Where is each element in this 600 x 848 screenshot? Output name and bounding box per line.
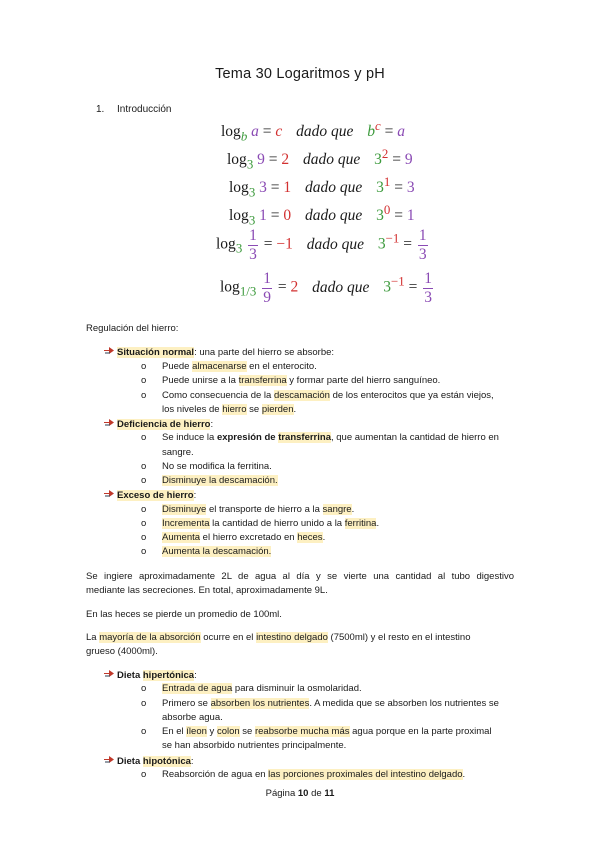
fraction: $\frac{1}{3}$: [249, 227, 257, 263]
list-item: o Aumenta la descamación.: [141, 546, 272, 557]
list-item-continuation: absorbe agua.: [162, 712, 223, 723]
log-equation-4: $\log_3 1 = 0$ dado que $3^0 = 1$: [229, 202, 415, 228]
paragraph-line: grueso (4000ml).: [86, 646, 158, 657]
page-title: Tema 30 Logaritmos y pH: [215, 66, 385, 82]
total-pages: 11: [324, 788, 335, 799]
list-item: o Incrementa la cantidad de hierro unido a la ferritina.: [141, 518, 380, 529]
list-item: o Entrada de agua para disminuir la osmolaridad.: [141, 683, 362, 694]
log-equation-6: $\log_{1/3}$ $\frac{1}{9}$ = 2 dado que $3^{-1}$ = $\frac{1}{3}$: [220, 270, 432, 306]
list-item: o Disminuye el transporte de hierro a la sangre.: [141, 504, 355, 515]
log-equation-2: $\log_3 9 = 2$ dado que $3^2 = 9$: [227, 146, 413, 172]
paragraph-line: La mayoría de la absorción ocurre en el intestino delgado (7500ml) y el resto en el intestino: [86, 632, 471, 643]
current-page: 10: [297, 788, 309, 799]
list-item: o Puede unirse a la transferrina y formar parte del hierro sanguíneo.: [141, 375, 441, 386]
list-item: o En el íleon y colon se reabsorbe mucha más agua porque en la parte proximal: [141, 726, 492, 737]
list-item: o Disminuye la descamación.: [141, 475, 278, 486]
bullet-deficiencia: Deficiencia de hierro:: [104, 418, 213, 430]
section-heading-introduccion: [96, 104, 171, 115]
log-equation-1: $\log_b a = c$ dado que $b^c = a$: [221, 118, 406, 144]
paragraph: En las heces se pierde un promedio de 100ml.: [86, 609, 282, 620]
arrow-bullet-icon: [104, 669, 117, 681]
arrow-bullet-icon: [104, 346, 117, 358]
list-item: o Como consecuencia de la descamación de los enterocitos que ya están viejos,: [141, 390, 494, 401]
section-label: Introducción: [117, 104, 172, 115]
paragraph-regulacion: Regulación del hierro:: [86, 323, 179, 334]
list-item-continuation: se han absorbido nutrientes principalmente.: [162, 740, 347, 751]
fraction: $\frac{1}{3}$: [424, 270, 432, 306]
log-equation-5: $\log_3$ $\frac{1}{3}$ = −1 dado que $3^{-1}$ = $\frac{1}{3}$: [216, 227, 427, 263]
fraction: $\frac{1}{9}$: [263, 270, 271, 306]
arrow-bullet-icon: [104, 489, 117, 501]
page-footer: Página 10 de 11: [265, 788, 335, 799]
section-number: 1.: [96, 104, 105, 115]
list-item-continuation: los niveles de hierro se pierden.: [162, 404, 297, 415]
list-item: o No se modifica la ferritina.: [141, 461, 272, 472]
list-item: o Se induce la expresión de transferrina, que aumentan la cantidad de hierro en: [141, 432, 499, 443]
bullet-dieta-hipertonica: Dieta hipertónica:: [104, 669, 197, 681]
paragraph-line: Se ingiere aproximadamente 2L de agua al día y se vierte una cantidad al tubo digestivo: [86, 571, 514, 582]
log-equation-3: $\log_3 3 = 1$ dado que $3^1 = 3$: [229, 174, 415, 200]
list-item: o Reabsorción de agua en las porciones proximales del intestino delgado.: [141, 769, 466, 780]
list-item: o Puede almacenarse en el enterocito.: [141, 361, 317, 372]
list-item-continuation: sangre.: [162, 447, 194, 458]
fraction: $\frac{1}{3}$: [418, 227, 427, 263]
arrow-bullet-icon: [104, 755, 117, 767]
paragraph-line: mediante las secreciones. En total, aproximadamente 9L.: [86, 585, 328, 596]
list-item: o Aumenta el hierro excretado en heces.: [141, 532, 326, 543]
bullet-dieta-hipotonica: Dieta hipotónica:: [104, 755, 194, 767]
list-item: o Primero se absorben los nutrientes. A medida que se absorben los nutrientes se: [141, 698, 499, 709]
bullet-exceso: Exceso de hierro:: [104, 489, 196, 501]
bullet-situacion-normal: Situación normal: una parte del hierro se absorbe:: [104, 346, 334, 358]
arrow-bullet-icon: [104, 418, 117, 430]
